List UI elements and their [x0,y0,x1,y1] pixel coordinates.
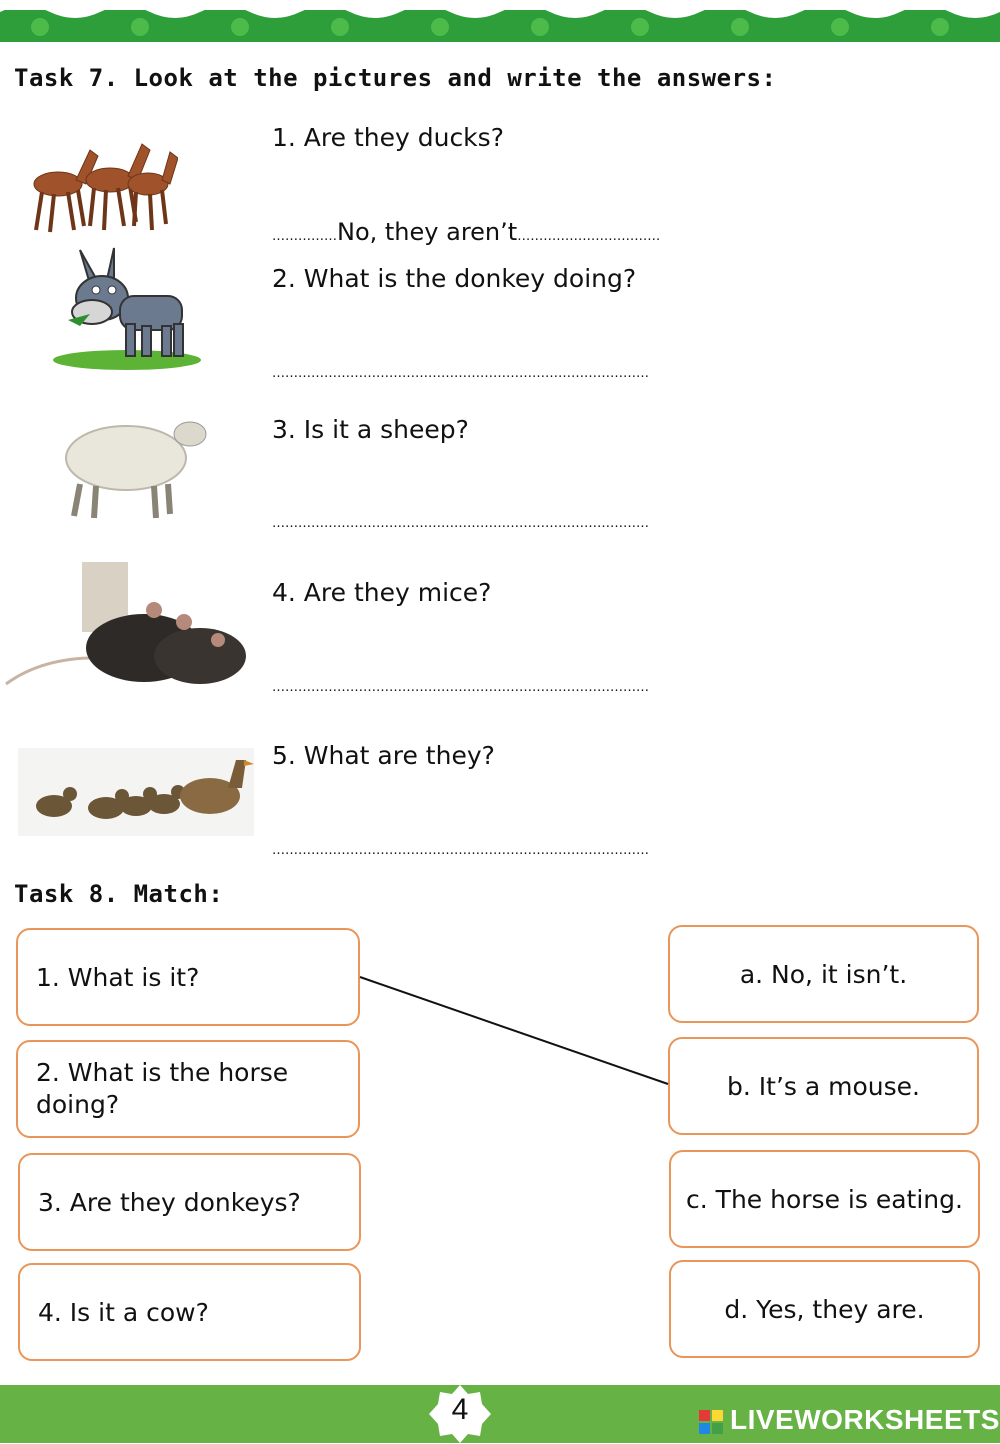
task8-title: Task 8. Match: [14,880,224,908]
brand-text[interactable]: LIVEWORKSHEETS [730,1404,1000,1435]
page-number: 4 [451,1393,469,1426]
question-1: 1. Are they ducks? [272,123,504,152]
match-left-1[interactable] [16,928,360,1026]
top-border-decoration [0,0,1000,44]
ducks-picture [18,748,254,836]
match-right-c[interactable] [669,1150,980,1248]
match-left-2[interactable] [16,1040,360,1138]
match-right-c-text: c. The horse is eating. [686,1184,963,1214]
answer-line-3[interactable]: …………………………………………………………………………… [272,516,649,531]
answer-line-2[interactable]: …………………………………………………………………………… [272,366,649,381]
donkey-picture [50,244,205,372]
match-right-a-text: a. No, it isn’t. [739,959,908,989]
sheep-picture [60,404,210,524]
answer-1-text: No, they aren’t [337,218,518,246]
match-left-3[interactable] [18,1153,361,1251]
answer-1-dots-before: …………… [272,229,337,244]
horses-picture [18,122,178,242]
match-left-3-text: 3. Are they donkeys? [38,1187,301,1217]
question-5: 5. What are they? [272,741,495,770]
match-left-2-text: 2. What is the horse doing? [36,1058,289,1119]
match-left-4-text: 4. Is it a cow? [38,1297,209,1327]
question-4: 4. Are they mice? [272,578,492,607]
match-right-a[interactable] [668,925,979,1023]
match-right-d[interactable] [669,1260,980,1358]
question-2: 2. What is the donkey doing? [272,264,637,293]
answer-line-4[interactable]: …………………………………………………………………………… [272,680,649,695]
match-right-b[interactable] [668,1037,979,1135]
task7-title: Task 7. Look at the pictures and write the answers: [14,64,777,92]
match-right-d-text: d. Yes, they are. [724,1294,925,1324]
question-3: 3. Is it a sheep? [272,415,469,444]
answer-line-1[interactable] [272,218,660,246]
match-right-b-text: b. It’s a mouse. [727,1071,920,1101]
mice-picture [4,560,252,690]
answer-line-5[interactable]: …………………………………………………………………………… [272,843,649,858]
match-left-4[interactable] [18,1263,361,1361]
liveworksheets-logo-icon [699,1410,723,1434]
match-left-1-text: 1. What is it? [36,962,200,992]
answer-1-dots-after: …………………………… [517,229,661,244]
